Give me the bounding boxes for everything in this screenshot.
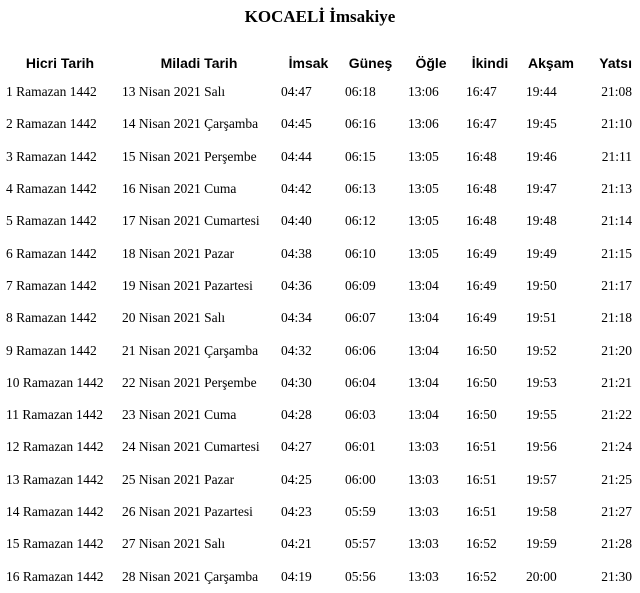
- cell-gunes: 06:00: [345, 471, 376, 487]
- cell-hicri-tarih: 4 Ramazan 1442: [6, 181, 97, 197]
- cell-ogle: 13:03: [408, 568, 439, 584]
- cell-imsak: 04:47: [281, 84, 312, 100]
- table-row: [0, 173, 640, 205]
- table-row: [0, 496, 640, 528]
- table-row: [0, 334, 640, 366]
- cell-ikindi: 16:48: [466, 148, 497, 164]
- cell-hicri-tarih: 7 Ramazan 1442: [6, 277, 97, 293]
- cell-hicri-tarih: 6 Ramazan 1442: [6, 245, 97, 261]
- cell-hicri-tarih: 16 Ramazan 1442: [6, 568, 104, 584]
- cell-hicri-tarih: 1 Ramazan 1442: [6, 84, 97, 100]
- cell-ogle: 13:06: [408, 116, 439, 132]
- cell-yatsi: 21:14: [601, 213, 632, 229]
- cell-yatsi: 21:18: [601, 310, 632, 326]
- cell-imsak: 04:42: [281, 181, 312, 197]
- cell-yatsi: 21:13: [601, 181, 632, 197]
- table-row: [0, 431, 640, 463]
- cell-ikindi: 16:51: [466, 471, 497, 487]
- cell-yatsi: 21:28: [601, 536, 632, 552]
- cell-imsak: 04:21: [281, 536, 312, 552]
- cell-ogle: 13:06: [408, 84, 439, 100]
- cell-yatsi: 21:11: [601, 148, 632, 164]
- cell-gunes: 06:12: [345, 213, 376, 229]
- cell-ogle: 13:03: [408, 471, 439, 487]
- cell-gunes: 06:15: [345, 148, 376, 164]
- cell-ogle: 13:04: [408, 277, 439, 293]
- cell-hicri-tarih: 15 Ramazan 1442: [6, 536, 104, 552]
- cell-hicri-tarih: 12 Ramazan 1442: [6, 439, 104, 455]
- cell-miladi-tarih: 15 Nisan 2021 Perşembe: [122, 148, 257, 164]
- cell-gunes: 05:59: [345, 504, 376, 519]
- cell-imsak: 04:19: [281, 568, 312, 584]
- table-row: [0, 270, 640, 302]
- cell-imsak: 04:23: [281, 504, 312, 519]
- cell-ogle: 13:04: [408, 407, 439, 423]
- cell-aksam: 19:52: [526, 342, 557, 358]
- cell-gunes: 06:13: [345, 181, 376, 197]
- cell-ogle: 13:05: [408, 181, 439, 197]
- cell-gunes: 06:18: [345, 84, 376, 100]
- cell-yatsi: 21:30: [601, 568, 632, 584]
- table-row: [0, 367, 640, 399]
- cell-imsak: 04:40: [281, 213, 312, 229]
- cell-miladi-tarih: 17 Nisan 2021 Cumartesi: [122, 213, 260, 229]
- cell-miladi-tarih: 23 Nisan 2021 Cuma: [122, 407, 237, 423]
- header-yatsi: Yatsı: [599, 55, 632, 71]
- cell-imsak: 04:28: [281, 407, 312, 423]
- cell-gunes: 06:16: [345, 116, 376, 132]
- cell-imsak: 04:44: [281, 148, 312, 164]
- cell-ikindi: 16:49: [466, 310, 497, 326]
- cell-hicri-tarih: 3 Ramazan 1442: [6, 148, 97, 164]
- cell-ikindi: 16:52: [466, 568, 497, 584]
- cell-ikindi: 16:48: [466, 181, 497, 197]
- cell-yatsi: 21:08: [601, 84, 632, 100]
- cell-ikindi: 16:47: [466, 84, 497, 100]
- table-row: [0, 108, 640, 140]
- table-row: [0, 528, 640, 560]
- table-row: [0, 399, 640, 431]
- cell-yatsi: 21:25: [601, 471, 632, 487]
- cell-ogle: 13:04: [408, 374, 439, 390]
- cell-ogle: 13:03: [408, 536, 439, 552]
- cell-miladi-tarih: 19 Nisan 2021 Pazartesi: [122, 277, 253, 293]
- cell-imsak: 04:25: [281, 471, 312, 487]
- cell-aksam: 19:51: [526, 310, 557, 326]
- cell-yatsi: 21:21: [601, 374, 632, 390]
- cell-ikindi: 16:50: [466, 374, 497, 390]
- cell-imsak: 04:30: [281, 374, 312, 390]
- cell-gunes: 06:06: [345, 342, 376, 358]
- cell-yatsi: 21:22: [601, 407, 632, 423]
- cell-miladi-tarih: 18 Nisan 2021 Pazar: [122, 245, 235, 261]
- imsakiye-table: [0, 50, 640, 593]
- header-aksam: Akşam: [528, 55, 574, 71]
- cell-gunes: 05:56: [345, 568, 376, 584]
- cell-yatsi: 21:17: [601, 277, 632, 293]
- cell-ikindi: 16:51: [466, 504, 497, 519]
- cell-yatsi: 21:20: [601, 342, 632, 358]
- cell-miladi-tarih: 25 Nisan 2021 Pazar: [122, 471, 235, 487]
- table-row: [0, 141, 640, 173]
- cell-yatsi: 21:15: [601, 245, 632, 261]
- cell-ogle: 13:03: [408, 439, 439, 455]
- header-imsak: İmsak: [288, 55, 329, 71]
- table-row: [0, 205, 640, 237]
- cell-yatsi: 21:27: [601, 504, 632, 519]
- cell-ikindi: 16:48: [466, 213, 497, 229]
- cell-ogle: 13:04: [408, 342, 439, 358]
- cell-aksam: 19:46: [526, 148, 557, 164]
- cell-miladi-tarih: 26 Nisan 2021 Pazartesi: [122, 504, 253, 519]
- cell-imsak: 04:36: [281, 277, 312, 293]
- cell-imsak: 04:38: [281, 245, 312, 261]
- cell-miladi-tarih: 20 Nisan 2021 Salı: [122, 310, 226, 326]
- cell-aksam: 19:45: [526, 116, 557, 132]
- cell-gunes: 05:57: [345, 536, 376, 552]
- cell-miladi-tarih: 14 Nisan 2021 Çarşamba: [122, 116, 259, 132]
- cell-ogle: 13:03: [408, 504, 439, 519]
- cell-ogle: 13:05: [408, 245, 439, 261]
- cell-aksam: 19:53: [526, 374, 557, 390]
- table-row: [0, 560, 640, 592]
- cell-imsak: 04:27: [281, 439, 312, 455]
- header-ikindi: İkindi: [471, 55, 509, 71]
- table-row: [0, 464, 640, 496]
- cell-miladi-tarih: 24 Nisan 2021 Cumartesi: [122, 439, 260, 455]
- table-row: [0, 76, 640, 108]
- cell-aksam: 19:49: [526, 245, 557, 261]
- header-hicri-tarih: Hicri Tarih: [25, 55, 95, 71]
- cell-hicri-tarih: 10 Ramazan 1442: [6, 374, 104, 390]
- cell-aksam: 19:58: [526, 504, 557, 519]
- header-gunes: Güneş: [348, 55, 393, 71]
- page-title: KOCAELİ İmsakiye: [244, 7, 396, 26]
- cell-aksam: 19:57: [526, 471, 557, 487]
- cell-hicri-tarih: 8 Ramazan 1442: [6, 310, 97, 326]
- cell-ogle: 13:05: [408, 148, 439, 164]
- cell-miladi-tarih: 28 Nisan 2021 Çarşamba: [122, 568, 259, 584]
- cell-ogle: 13:04: [408, 310, 439, 326]
- cell-ogle: 13:05: [408, 213, 439, 229]
- cell-miladi-tarih: 16 Nisan 2021 Cuma: [122, 181, 237, 197]
- cell-hicri-tarih: 13 Ramazan 1442: [6, 471, 104, 487]
- cell-ikindi: 16:52: [466, 536, 497, 552]
- cell-gunes: 06:10: [345, 245, 376, 261]
- table-row: [0, 302, 640, 334]
- cell-aksam: 19:56: [526, 439, 557, 455]
- cell-aksam: 19:59: [526, 536, 557, 552]
- cell-aksam: 19:50: [526, 277, 557, 293]
- cell-hicri-tarih: 5 Ramazan 1442: [6, 213, 97, 229]
- cell-imsak: 04:32: [281, 342, 312, 358]
- cell-aksam: 19:55: [526, 407, 557, 423]
- cell-gunes: 06:01: [345, 439, 376, 455]
- table-row: [0, 237, 640, 269]
- cell-ikindi: 16:49: [466, 277, 497, 293]
- cell-gunes: 06:09: [345, 277, 376, 293]
- cell-hicri-tarih: 2 Ramazan 1442: [6, 116, 97, 132]
- cell-miladi-tarih: 13 Nisan 2021 Salı: [122, 84, 226, 100]
- header-miladi-tarih: Miladi Tarih: [160, 55, 238, 71]
- cell-gunes: 06:04: [345, 374, 376, 390]
- cell-aksam: 19:48: [526, 213, 557, 229]
- cell-imsak: 04:34: [281, 310, 312, 326]
- cell-imsak: 04:45: [281, 116, 312, 132]
- cell-gunes: 06:07: [345, 310, 376, 326]
- header-ogle: Öğle: [415, 55, 447, 71]
- cell-miladi-tarih: 22 Nisan 2021 Perşembe: [122, 374, 257, 390]
- cell-gunes: 06:03: [345, 407, 376, 423]
- cell-miladi-tarih: 21 Nisan 2021 Çarşamba: [122, 342, 259, 358]
- cell-ikindi: 16:51: [466, 439, 497, 455]
- cell-aksam: 20:00: [526, 568, 557, 584]
- cell-aksam: 19:47: [526, 181, 557, 197]
- cell-ikindi: 16:50: [466, 407, 497, 423]
- cell-ikindi: 16:50: [466, 342, 497, 358]
- cell-yatsi: 21:24: [601, 439, 632, 455]
- table-header-row: [0, 50, 640, 76]
- cell-hicri-tarih: 9 Ramazan 1442: [6, 342, 97, 358]
- cell-miladi-tarih: 27 Nisan 2021 Salı: [122, 536, 226, 552]
- cell-ikindi: 16:47: [466, 116, 497, 132]
- cell-aksam: 19:44: [526, 84, 557, 100]
- cell-yatsi: 21:10: [601, 116, 632, 132]
- cell-ikindi: 16:49: [466, 245, 497, 261]
- cell-hicri-tarih: 14 Ramazan 1442: [6, 504, 104, 519]
- cell-hicri-tarih: 11 Ramazan 1442: [6, 407, 103, 423]
